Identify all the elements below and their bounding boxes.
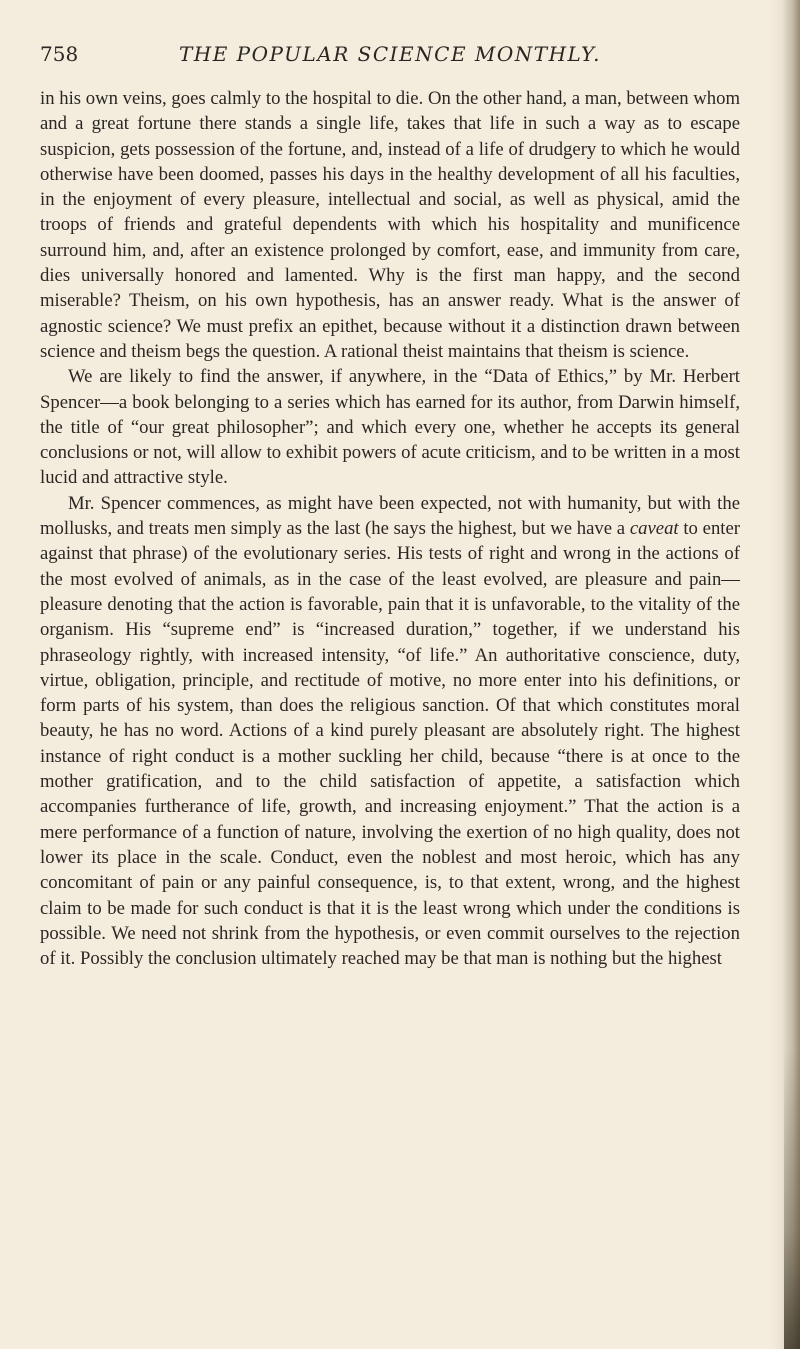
page-header xyxy=(40,42,740,72)
running-title: THE POPULAR SCIENCE MONTHLY. xyxy=(178,42,602,66)
paragraph-text: to enter against that phrase) of the evolutionary series. His tests of right and wrong in the actions of the most evolved of animals, as in the case of the least evolved, are pleasure and pain—pleasure denoting that the action is favorable, pain that it is unfavorable, to the vitality of the organism. His “supreme end” is “increased duration,” together, if we understand his phraseology rightly, with increased intensity, “of life.” An authoritative conscience, duty, virtue, obligation, principle, and rectitude of motive, no more enter into his definitions, or form parts of his system, than does the religious sanction. Of that which constitutes moral beauty, he has no word. Actions of a kind purely pleasant are absolutely right. The highest instance of right conduct is a mother suckling her child, because “there is at once to the mother gratification, and to the child satisfaction of appetite, a satisfaction which accompanies furtherance of life, growth, and increasing enjoyment.” That the action is a mere performance of a function of nature, involving the exertion of no high quality, does not lower its place in the scale. Conduct, even the noblest and most heroic, which has any concomitant of pain or any painful consequence, is, to that extent, wrong, and the highest claim to be made for such conduct is that it is the least wrong which under the conditions is possible. We need not shrink from the hypothesis, or even commit ourselves to the rejection of it. Possibly the conclusion ultimately reached may be that man is nothing but the highest xyxy=(40,518,740,970)
paragraph-text: We are likely to find the answer, if anywhere, in the “Data of Ethics,” by Mr. Herbert Spencer—a book belonging to a series which has earned for its author, from Darwin himself, the title of “our great philosopher”; and which every one, whether he accepts its general conclusions or not, will allow to exhibit powers of acute criticism, and to be written in a most lucid and attractive style. xyxy=(40,366,740,489)
paragraph-2 xyxy=(40,364,740,490)
article-body xyxy=(40,86,740,971)
paragraph-1 xyxy=(40,86,740,364)
page-corner-shadow xyxy=(784,1049,800,1349)
italic-term: caveat xyxy=(629,518,679,540)
page-number: 758 xyxy=(40,42,79,66)
paragraph-text: in his own veins, goes calmly to the hospital to die. On the other hand, a man, between whom and a great fortune there stands a single life, takes that life in such a way as to escape suspicion, gets possession of the fortune, and, instead of a life of drudgery to which he would otherwise have been doomed, passes his days in the healthy development of all his faculties, in the enjoyment of every pleasure, intellectual and social, as well as physical, amid the troops of friends and grateful dependents with which his hospitality and munificence surround him, and, after an existence prolonged by comfort, ease, and immunity from care, dies universally honored and lamented. Why is the first man happy, and the second miserable? Theism, on his own hypothesis, has an answer ready. What is the answer of agnostic science? We must prefix an epithet, because without it a distinction drawn between science and theism begs the question. A rational theist maintains that theism is science. xyxy=(40,88,740,362)
paragraph-text: Mr. Spencer commences, as might have been expected, not with humanity, but with the mollusks, and treats men simply as the last (he says the highest, but we have a xyxy=(40,492,740,540)
paragraph-3 xyxy=(40,491,740,972)
